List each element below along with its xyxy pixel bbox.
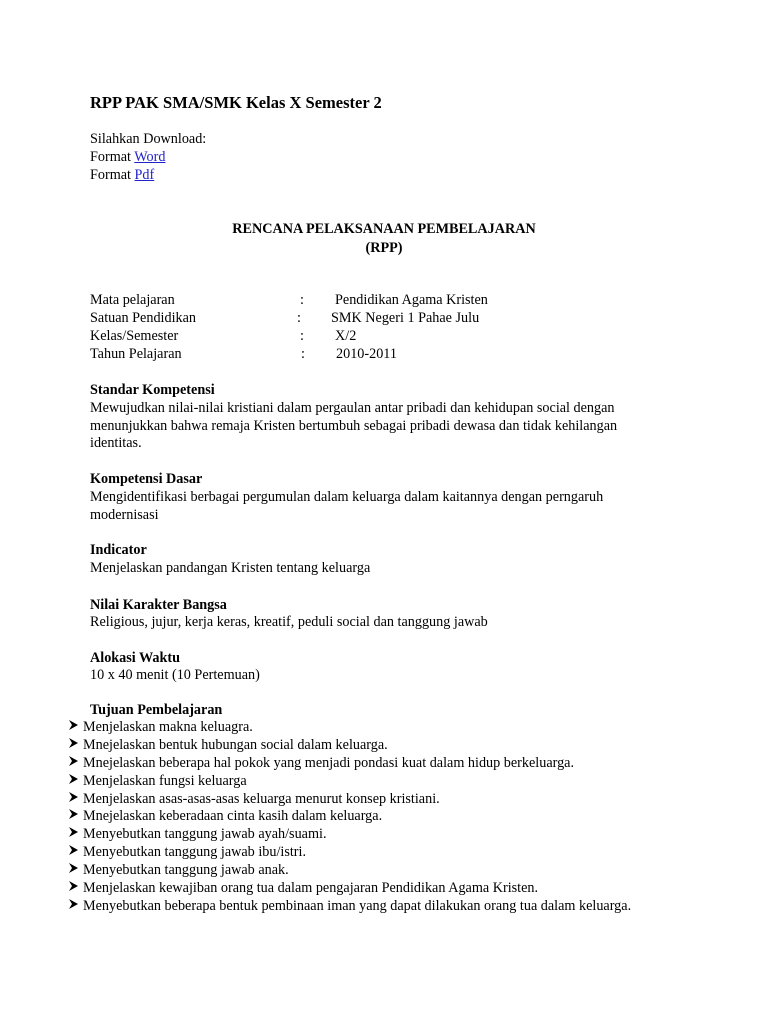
- list-item-text: Menjelaskan makna keluagra.: [83, 719, 253, 735]
- list-item-text: Menyebutkan tanggung jawab ibu/istri.: [83, 844, 307, 861]
- list-item-text: Menjelaskan fungsi keluarga: [83, 772, 247, 789]
- tujuan-list: [68, 719, 631, 916]
- nilai-karakter-text: Religious, jujur, kerja keras, kreatif, peduli social dan tanggung jawab: [90, 614, 488, 630]
- info-value: X/2: [335, 328, 357, 344]
- pdf-download-link[interactable]: Pdf: [134, 167, 155, 183]
- list-item-text: Menyebutkan tanggung jawab anak.: [83, 862, 289, 879]
- kompetensi-dasar-text: Mengidentifikasi berbagai pergumulan dalam keluarga dalam kaitannya dengan perngaruh modernisasi: [90, 489, 604, 523]
- standar-kompetensi-heading: Standar Kompetensi: [90, 382, 215, 398]
- standar-kompetensi-text: Mewujudkan nilai-nilai kristiani dalam pergaulan antar pribadi dan kehidupan social dengan menunjukkan bahwa remaja Kristen bertumbuh sebagai pribadi dewasa dan tidak kehilangan identitas.: [90, 400, 618, 451]
- list-item: [68, 737, 631, 755]
- list-item: [68, 826, 631, 844]
- list-item: [68, 808, 631, 826]
- list-item-text: Mnejelaskan beberapa hal pokok yang menjadi pondasi kuat dalam hidup berkeluarga.: [83, 754, 575, 771]
- info-label: Tahun Pelajaran: [90, 346, 182, 362]
- format-word-prefix: Format: [90, 149, 131, 165]
- arrowhead-bullet-icon: [68, 791, 81, 809]
- list-item: [68, 898, 631, 916]
- info-label: Mata pelajaran: [90, 292, 175, 308]
- nilai-karakter-heading: Nilai Karakter Bangsa: [90, 597, 227, 613]
- arrowhead-bullet-icon: [68, 755, 81, 773]
- alokasi-waktu-heading: Alokasi Waktu: [90, 650, 181, 666]
- doc-heading-line1: RENCANA PELAKSANAAN PEMBELAJARAN: [232, 221, 536, 237]
- arrowhead-bullet-icon: [68, 898, 81, 916]
- list-item: [68, 755, 631, 773]
- list-item: [68, 880, 631, 898]
- arrowhead-bullet-icon: [68, 737, 81, 755]
- doc-heading-line2: (RPP): [365, 240, 403, 256]
- arrowhead-bullet-icon: [68, 844, 81, 862]
- info-value: 2010-2011: [336, 346, 397, 362]
- list-item: [68, 791, 631, 809]
- word-download-link[interactable]: Word: [134, 149, 166, 165]
- info-label: Satuan Pendidikan: [90, 310, 196, 326]
- list-item-text: Menjelaskan asas-asas-asas keluarga menurut konsep kristiani.: [83, 790, 440, 807]
- indicator-heading: Indicator: [90, 542, 147, 558]
- kompetensi-dasar-heading: Kompetensi Dasar: [90, 471, 203, 487]
- alokasi-waktu-text: 10 x 40 menit (10 Pertemuan): [90, 667, 260, 683]
- list-item-text: Menyebutkan tanggung jawab ayah/suami.: [83, 826, 327, 843]
- page-title: RPP PAK SMA/SMK Kelas X Semester 2: [90, 93, 382, 112]
- info-separator: :: [297, 310, 301, 326]
- arrowhead-bullet-icon: [68, 719, 81, 737]
- arrowhead-bullet-icon: [68, 862, 81, 880]
- info-separator: :: [300, 328, 304, 344]
- format-pdf-prefix: Format: [90, 167, 131, 183]
- info-value: SMK Negeri 1 Pahae Julu: [331, 310, 480, 326]
- indicator-text: Menjelaskan pandangan Kristen tentang keluarga: [90, 560, 371, 576]
- list-item-text: Menyebutkan beberapa bentuk pembinaan iman yang dapat dilakukan orang tua dalam keluarga.: [83, 897, 632, 914]
- list-item: [68, 844, 631, 862]
- download-label: Silahkan Download:: [90, 131, 207, 147]
- info-label: Kelas/Semester: [90, 328, 179, 344]
- info-value: Pendidikan Agama Kristen: [335, 292, 488, 308]
- arrowhead-bullet-icon: [68, 880, 81, 898]
- format-pdf-line: [90, 167, 154, 185]
- list-item: [68, 862, 631, 880]
- arrowhead-bullet-icon: [68, 826, 81, 844]
- info-separator: :: [300, 292, 304, 308]
- list-item: [68, 773, 631, 791]
- arrowhead-bullet-icon: [68, 808, 81, 826]
- info-separator: :: [301, 346, 305, 362]
- tujuan-pembelajaran-heading: Tujuan Pembelajaran: [90, 702, 223, 718]
- list-item-text: Menjelaskan kewajiban orang tua dalam pengajaran Pendidikan Agama Kristen.: [83, 880, 539, 897]
- format-word-line: [90, 149, 165, 167]
- list-item-text: Mnejelaskan bentuk hubungan social dalam keluarga.: [83, 736, 388, 753]
- arrowhead-bullet-icon: [68, 773, 81, 791]
- list-item-text: Mnejelaskan keberadaan cinta kasih dalam keluarga.: [83, 808, 383, 825]
- list-item: [68, 719, 631, 737]
